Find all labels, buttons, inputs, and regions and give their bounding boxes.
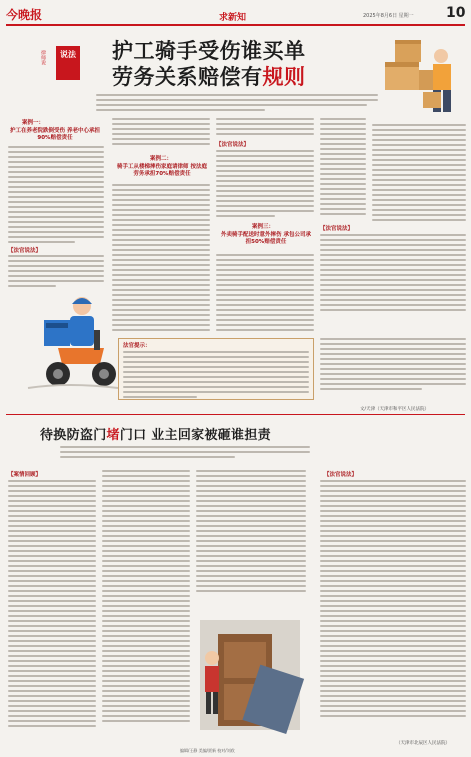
second-headline-highlight: 堵	[106, 428, 120, 443]
page-header	[6, 4, 465, 26]
case3-subtitle: 外卖骑手配送时意外摔伤 承包公司承担50%赔偿责任	[221, 232, 311, 245]
case2-subtitle: 骑手工从楼梯摔伤家庭请律师 按法庭劳务承担70%赔偿责任	[117, 164, 207, 177]
security-door-illustration	[190, 600, 310, 740]
law-label-2: 【法官说法】	[216, 142, 250, 148]
case1-subtitle: 护工在养老院跌倒受伤 养老中心承担90%赔偿责任	[10, 128, 100, 141]
second-law-label: 【法官说法】	[324, 472, 358, 478]
second-law-text	[320, 480, 466, 720]
second-headline	[40, 424, 271, 443]
col3-text-top	[216, 118, 314, 138]
page-number: 10	[446, 5, 466, 21]
case1-text	[8, 146, 104, 246]
intro-paragraph	[96, 94, 378, 114]
case1-label: 案例一：	[22, 120, 45, 126]
judge-tips-box	[118, 338, 314, 400]
law2-text	[216, 150, 314, 220]
column-stamp: 说法	[56, 46, 80, 80]
main-headline-line2	[112, 64, 372, 90]
second-col1-text	[8, 480, 96, 730]
col4-text-top	[320, 118, 366, 218]
main-headline	[112, 38, 372, 90]
headline-text: 劳务关系赔偿有	[112, 65, 263, 89]
case3-label: 案例三：	[252, 224, 275, 230]
judge-tips-text	[123, 351, 309, 401]
col5-text-top	[372, 124, 466, 224]
col2-text-top	[112, 118, 210, 148]
law-label-1: 【法官说法】	[8, 248, 42, 254]
newspaper-logo: 今晚报	[6, 8, 43, 22]
section-divider	[6, 414, 465, 415]
second-headline-post: 门口 业主回家被砸谁担责	[119, 428, 271, 443]
issue-date: 2025年8月6日 星期一	[363, 13, 414, 19]
second-col3-text	[196, 470, 306, 595]
headline-highlight: 规则	[262, 65, 306, 89]
second-byline: （天津市北辰区人民法院）	[396, 741, 450, 746]
law1-text	[8, 255, 104, 290]
second-case-label: 【案情回顾】	[8, 472, 42, 478]
delivery-rider-illustration	[8, 290, 128, 395]
main-byline: 文/天津（天津市和平区人民法院）	[360, 407, 430, 412]
case2-text	[112, 184, 210, 334]
case2-label: 案例二：	[150, 156, 173, 162]
second-headline-pre: 待换防盗门	[40, 428, 107, 443]
page-footer: 编辑/王静 美编/贾新 校对/刘欣	[180, 748, 235, 753]
law3-text	[320, 234, 466, 314]
case3-text	[216, 254, 314, 334]
delivery-boxes-illustration	[375, 34, 465, 122]
second-intro	[60, 446, 310, 461]
second-col2-text	[102, 470, 190, 725]
judge-tips-title: 法官提示：	[123, 343, 151, 349]
section-name: 求新知	[219, 13, 247, 23]
col-right-bottom	[320, 338, 466, 393]
main-headline-line1: 护工骑手受伤谁买单	[112, 39, 306, 63]
law-label-3: 【法官说法】	[320, 226, 354, 232]
column-stamp-side: 律师说	[40, 50, 46, 65]
